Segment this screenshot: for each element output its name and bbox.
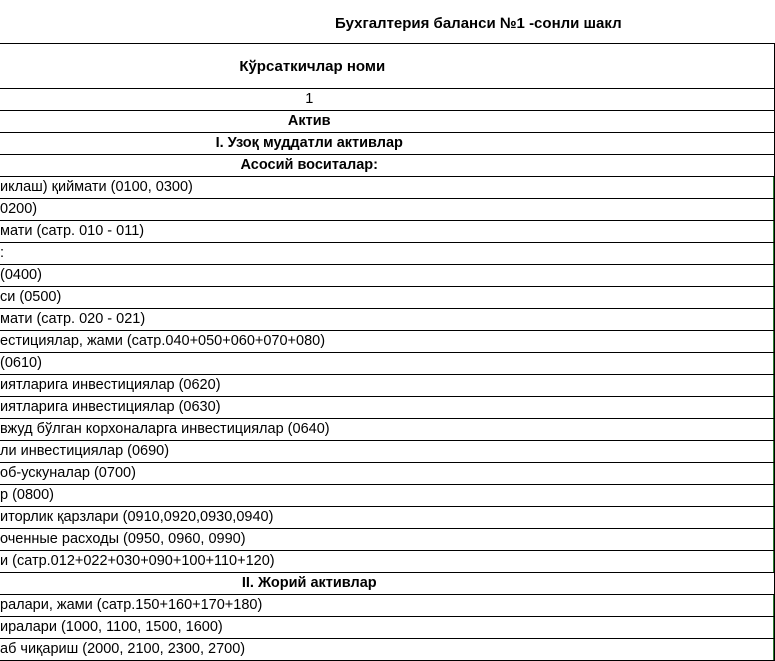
table-cell[interactable] — [0, 375, 774, 397]
table-cell[interactable] — [0, 595, 774, 617]
row-label: мати (сатр. 010 - 011) — [0, 223, 145, 239]
cell-edge-marker — [773, 551, 775, 572]
row-label: иятларига инвестициялар (0630) — [0, 399, 221, 415]
row-label: : — [0, 245, 5, 261]
cell-edge-marker — [773, 287, 775, 308]
column-number-row — [0, 89, 774, 111]
row-label: об-ускуналар (0700) — [0, 465, 136, 481]
cell-edge-marker — [773, 507, 775, 528]
table-cell[interactable] — [0, 331, 774, 353]
row-label: 0200) — [0, 201, 38, 217]
cell-edge-marker — [773, 485, 775, 506]
section-long-term-row — [0, 133, 774, 155]
table-row — [0, 639, 774, 661]
row-label: вжуд бўлган корхоналарга инвестициялар (0640) — [0, 421, 330, 437]
table-cell[interactable] — [0, 529, 774, 551]
table-cell[interactable] — [0, 507, 774, 529]
table-cell[interactable] — [0, 441, 774, 463]
table-row — [0, 243, 774, 265]
row-label: оченные расходы (0950, 0960, 0990) — [0, 531, 246, 547]
cell-edge-marker — [773, 595, 775, 616]
table-cell[interactable] — [0, 287, 774, 309]
header-label: Кўрсаткичлар номи — [239, 57, 386, 75]
aktiv-cell[interactable] — [0, 111, 774, 133]
row-label: иятларига инвестициялар (0620) — [0, 377, 221, 393]
cell-edge-marker — [773, 199, 775, 220]
table-row — [0, 419, 774, 441]
header-cell[interactable] — [0, 44, 774, 89]
table-cell[interactable] — [0, 419, 774, 441]
table-row — [0, 595, 774, 617]
table-cell[interactable] — [0, 463, 774, 485]
table-cell[interactable] — [0, 551, 774, 573]
table-row — [0, 551, 774, 573]
table-cell[interactable] — [0, 485, 774, 507]
column-number-cell[interactable] — [0, 89, 774, 111]
table-cell[interactable] — [0, 177, 774, 199]
cell-edge-marker — [773, 177, 775, 198]
table-cell[interactable] — [0, 265, 774, 287]
row-label: ралари, жами (сатр.150+160+170+180) — [0, 597, 263, 613]
balance-table — [0, 43, 775, 661]
aktiv-label: Актив — [287, 113, 331, 129]
cell-edge-marker — [773, 397, 775, 418]
table-cell[interactable] — [0, 309, 774, 331]
cell-edge-marker — [773, 463, 775, 484]
row-label: си (0500) — [0, 289, 62, 305]
table-header-row — [0, 44, 774, 89]
table-cell[interactable] — [0, 397, 774, 419]
cell-edge-marker — [773, 331, 775, 352]
cell-edge-marker — [773, 309, 775, 330]
table-row — [0, 507, 774, 529]
cell-edge-marker — [773, 265, 775, 286]
row-label: (0400) — [0, 267, 42, 283]
row-label: иралари (1000, 1100, 1500, 1600) — [0, 619, 223, 635]
cell-edge-marker — [773, 353, 775, 374]
row-label: (0610) — [0, 355, 42, 371]
column-number: 1 — [305, 91, 314, 107]
cell-edge-marker — [773, 529, 775, 550]
table-row — [0, 309, 774, 331]
cell-edge-marker — [773, 617, 775, 638]
cell-edge-marker — [773, 419, 775, 440]
subsection-fixed-assets-cell[interactable] — [0, 155, 774, 177]
row-label: р (0800) — [0, 487, 55, 503]
cell-edge-marker — [773, 243, 775, 264]
row-label: аб чиқариш (2000, 2100, 2300, 2700) — [0, 641, 246, 657]
cell-edge-marker — [773, 221, 775, 242]
table-row — [0, 375, 774, 397]
table-row — [0, 397, 774, 419]
table-cell[interactable] — [0, 353, 774, 375]
subsection-fixed-assets-label: Асосий воситалар: — [240, 157, 378, 173]
row-label: мати (сатр. 020 - 021) — [0, 311, 146, 327]
table-row — [0, 485, 774, 507]
section-current-assets-label: II. Жорий активлар — [241, 575, 377, 591]
section-long-term-label: I. Узоқ муддатли активлар — [215, 135, 403, 151]
table-row — [0, 353, 774, 375]
form-title — [0, 13, 775, 35]
table-row — [0, 617, 774, 639]
form-title-text: Бухгалтерия баланси №1 -сонли шакл — [335, 15, 622, 32]
row-label: иторлик қарзлари (0910,0920,0930,0940) — [0, 509, 274, 525]
table-cell[interactable] — [0, 639, 774, 661]
table-row — [0, 221, 774, 243]
table-row — [0, 529, 774, 551]
section-current-assets-row — [0, 573, 774, 595]
table-cell[interactable] — [0, 243, 774, 265]
cell-edge-marker — [773, 441, 775, 462]
cell-edge-marker — [773, 375, 775, 396]
section-current-assets-cell[interactable] — [0, 573, 774, 595]
table-row — [0, 441, 774, 463]
table-cell[interactable] — [0, 617, 774, 639]
row-label: и (сатр.012+022+030+090+100+110+120) — [0, 553, 275, 569]
row-label: естициялар, жами (сатр.040+050+060+070+080) — [0, 333, 326, 349]
table-row — [0, 463, 774, 485]
subsection-fixed-assets-row — [0, 155, 774, 177]
table-cell[interactable] — [0, 199, 774, 221]
table-row — [0, 287, 774, 309]
table-row — [0, 199, 774, 221]
row-label: ли инвестициялар (0690) — [0, 443, 170, 459]
table-row — [0, 177, 774, 199]
table-row — [0, 331, 774, 353]
table-row — [0, 265, 774, 287]
aktiv-row — [0, 111, 774, 133]
section-long-term-cell[interactable] — [0, 133, 774, 155]
table-cell[interactable] — [0, 221, 774, 243]
row-label: иклаш) қиймати (0100, 0300) — [0, 179, 193, 195]
